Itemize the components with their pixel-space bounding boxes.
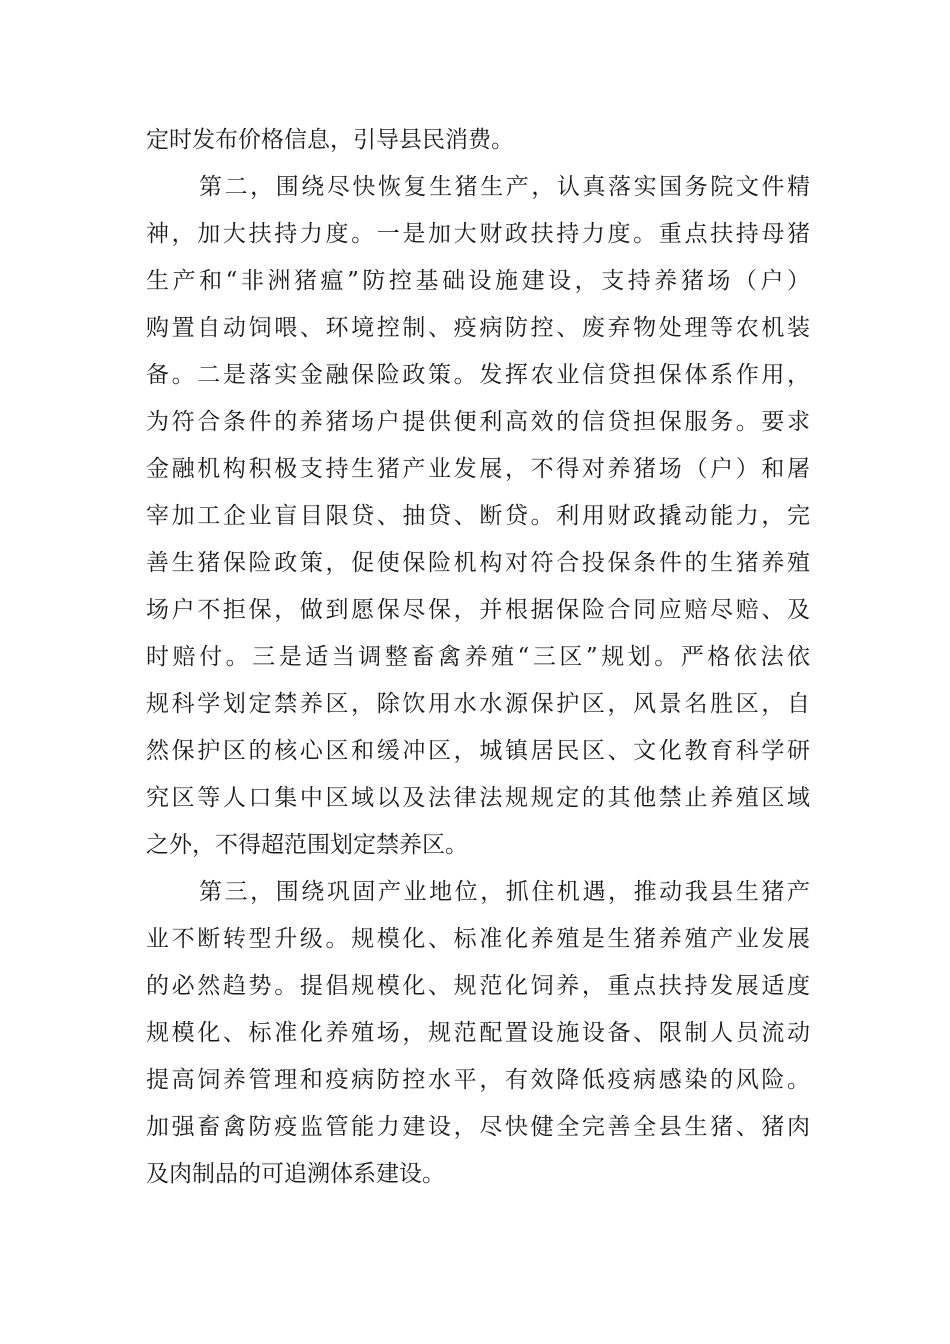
paragraph-3	[146, 869, 810, 1198]
text-line: 第二，围绕尽快恢复生猪生产，认真落实国务院文件精	[199, 174, 810, 200]
text-line: 生产和“非洲猪瘟”防控基础设施建设，支持养猪场（户）	[146, 268, 810, 294]
text-line: 时赔付。三是适当调整畜禽养殖“三区”规划。严格依法依	[146, 644, 810, 670]
text-line: 提高饲养管理和疫病防控水平，有效降低疫病感染的风险。	[146, 1067, 810, 1093]
text-line: 金融机构积极支持生猪产业发展，不得对养猪场（户）和屠	[146, 456, 810, 482]
text-line: 神，加大扶持力度。一是加大财政扶持力度。重点扶持母猪	[146, 221, 810, 247]
text-line: 规模化、标准化养殖场，规范配置设施设备、限制人员流动	[146, 1020, 810, 1046]
text-line: 定时发布价格信息，引导县民消费。	[146, 127, 514, 153]
text-line: 究区等人口集中区域以及法律法规规定的其他禁止养殖区域	[146, 785, 810, 811]
paragraph-2	[146, 164, 810, 869]
text-line: 及肉制品的可追溯体系建设。	[146, 1161, 445, 1187]
text-line: 规科学划定禁养区，除饮用水水源保护区，风景名胜区，自	[146, 691, 810, 717]
text-line: 加强畜禽防疫监管能力建设，尽快健全完善全县生猪、猪肉	[146, 1114, 810, 1140]
paragraph-1	[146, 117, 810, 164]
text-line: 场户不拒保，做到愿保尽保，并根据保险合同应赔尽赔、及	[146, 597, 810, 623]
text-line: 第三，围绕巩固产业地位，抓住机遇，推动我县生猪产	[199, 879, 810, 905]
text-line: 善生猪保险政策，促使保险机构对符合投保条件的生猪养殖	[146, 550, 810, 576]
text-line: 备。二是落实金融保险政策。发挥农业信贷担保体系作用，	[146, 362, 810, 388]
text-line: 然保护区的核心区和缓冲区，城镇居民区、文化教育科学研	[146, 738, 810, 764]
text-line: 之外，不得超范围划定禁养区。	[146, 832, 468, 858]
text-line: 的必然趋势。提倡规模化、规范化饲养，重点扶持发展适度	[146, 973, 810, 999]
text-line: 业不断转型升级。规模化、标准化养殖是生猪养殖产业发展	[146, 926, 810, 952]
text-line: 购置自动饲喂、环境控制、疫病防控、废弃物处理等农机装	[146, 315, 810, 341]
text-line: 为符合条件的养猪场户提供便利高效的信贷担保服务。要求	[146, 409, 810, 435]
document-body	[146, 117, 810, 1198]
text-line: 宰加工企业盲目限贷、抽贷、断贷。利用财政撬动能力，完	[146, 503, 810, 529]
